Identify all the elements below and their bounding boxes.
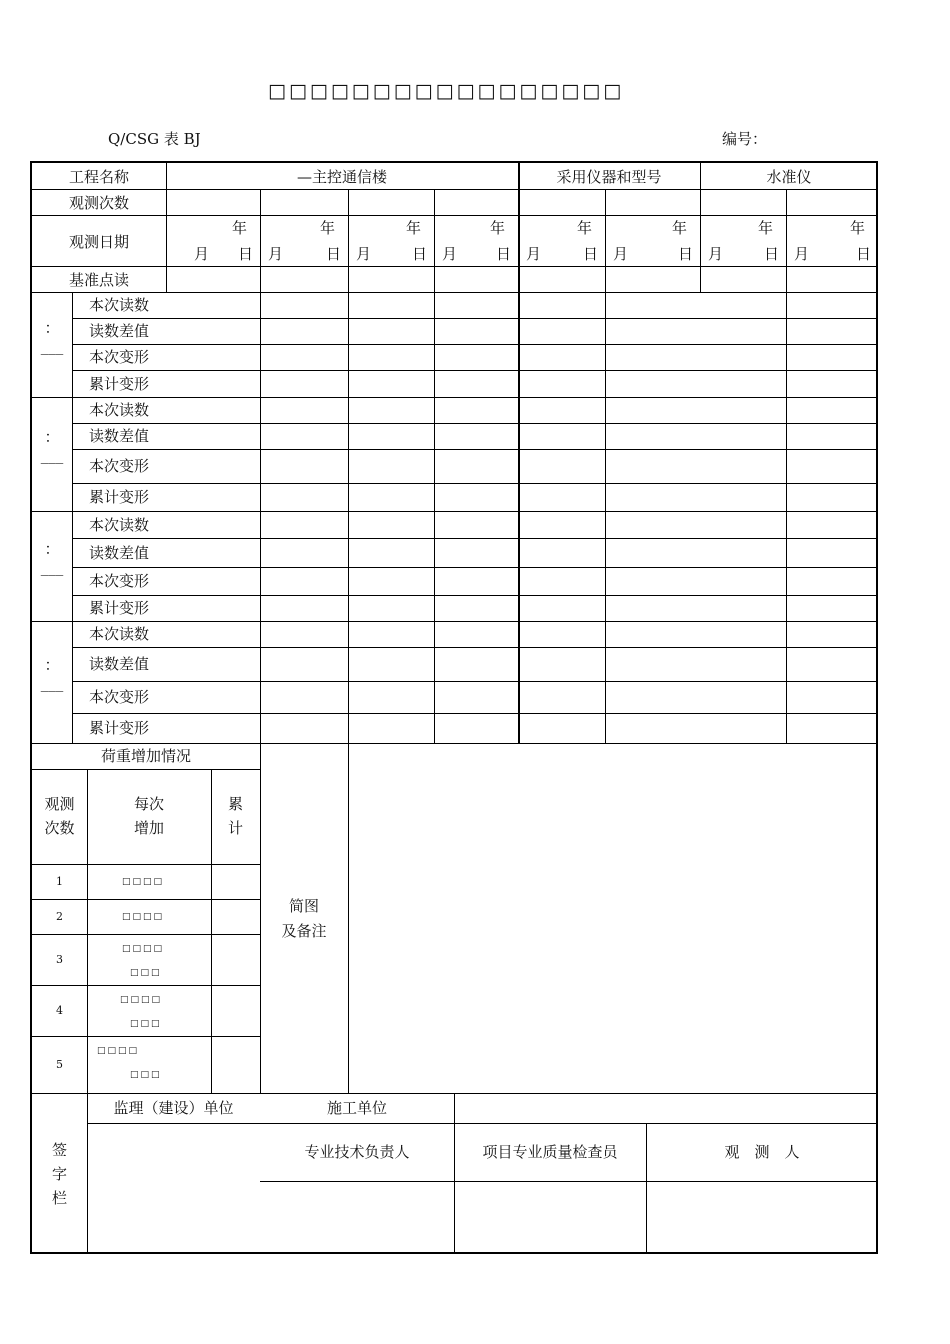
sign-char-2: 字	[51, 1165, 67, 1183]
instrument-label: 采用仪器和型号	[556, 168, 662, 186]
load-row-text: □□□□	[120, 995, 163, 1005]
point-marker: ：	[44, 656, 60, 674]
grid-line	[260, 1181, 878, 1182]
point-row-label: 累计变形	[88, 374, 149, 393]
form-number-label: 编号：	[722, 130, 768, 148]
load-col-each-2: 增加	[133, 819, 164, 837]
grid-line	[72, 449, 878, 450]
base-point-label: 基准点读	[68, 271, 129, 289]
tech-lead-signature-field[interactable]	[261, 1183, 453, 1254]
point-row-label: 读数差值	[88, 655, 149, 673]
date-year[interactable]: 年	[577, 219, 593, 237]
grid-line	[32, 934, 260, 935]
grid-line	[605, 189, 606, 743]
observation-date-label: 观测日期	[68, 233, 129, 251]
point-row-label: 本次读数	[88, 515, 149, 534]
grid-line	[32, 266, 878, 267]
point-name-blank[interactable]: ___	[40, 336, 64, 355]
grid-line	[32, 864, 260, 865]
point-row-label: 本次读数	[88, 625, 149, 643]
date-day[interactable]: 日	[412, 245, 428, 263]
construction-unit-label: 施工单位	[326, 1099, 387, 1117]
point-row-label: 本次变形	[88, 688, 149, 706]
grid-line	[72, 423, 878, 424]
project-name-value[interactable]: —主控通信楼	[296, 168, 387, 186]
point-row-label: 本次变形	[88, 457, 149, 475]
settlement-observation-form	[30, 161, 878, 1254]
grid-line	[32, 985, 260, 986]
load-row-text: □□□	[130, 968, 162, 978]
date-day[interactable]: 日	[583, 245, 599, 263]
grid-line	[72, 595, 878, 596]
grid-line	[72, 344, 878, 345]
observer-signature-field[interactable]	[647, 1183, 878, 1254]
grid-line	[32, 292, 878, 293]
load-row-number: 3	[56, 952, 63, 966]
point-marker: ：	[44, 428, 60, 446]
load-col-count-2: 次数	[44, 819, 75, 837]
point-marker: ：	[44, 540, 60, 558]
grid-line	[72, 647, 878, 648]
point-marker: ：	[44, 318, 60, 337]
form-title: □□□□□□□□□□□□□□□□□	[268, 80, 625, 102]
load-row-text: □□□□	[122, 944, 165, 954]
load-row-number: 5	[56, 1057, 63, 1071]
observer-label: 观 测 人	[724, 1143, 800, 1161]
grid-line	[87, 769, 88, 1093]
date-day[interactable]: 日	[496, 245, 512, 263]
grid-line	[72, 567, 878, 568]
date-month[interactable]: 月	[194, 245, 210, 263]
date-month[interactable]: 月	[708, 245, 724, 263]
grid-line	[32, 1036, 260, 1037]
point-name-blank[interactable]: ___	[40, 446, 64, 464]
load-title: 荷重增加情况	[100, 747, 191, 765]
date-day[interactable]: 日	[238, 245, 254, 263]
date-year[interactable]: 年	[406, 219, 422, 237]
tech-lead-label: 专业技术负责人	[304, 1143, 410, 1161]
point-row-label: 读数差值	[88, 543, 149, 562]
load-col-each-1: 每次	[133, 795, 164, 813]
grid-line	[87, 1123, 878, 1124]
date-year[interactable]: 年	[758, 219, 774, 237]
instrument-value[interactable]: 水准仪	[766, 168, 812, 186]
date-month[interactable]: 月	[526, 245, 542, 263]
grid-line	[72, 681, 878, 682]
grid-line	[260, 189, 261, 1093]
date-month[interactable]: 月	[356, 245, 372, 263]
point-row-label: 读数差值	[88, 427, 149, 445]
point-row-label: 本次变形	[88, 572, 149, 590]
grid-line	[72, 538, 878, 539]
sketch-area[interactable]	[349, 743, 878, 1093]
load-col-total-2: 计	[227, 819, 243, 837]
date-year[interactable]: 年	[320, 219, 336, 237]
supervision-signature-field[interactable]	[88, 1125, 260, 1254]
date-day[interactable]: 日	[856, 245, 872, 263]
point-row-label: 本次读数	[88, 296, 149, 314]
grid-line	[32, 769, 260, 770]
point-row-label: 读数差值	[88, 322, 149, 340]
grid-line	[518, 163, 520, 743]
date-year[interactable]: 年	[232, 219, 248, 237]
point-row-label: 累计变形	[88, 488, 149, 506]
sign-char-1: 签	[51, 1141, 67, 1159]
date-month[interactable]: 月	[794, 245, 810, 263]
grid-line	[72, 370, 878, 371]
load-row-number: 4	[56, 1003, 63, 1017]
sketch-label-1: 简图	[288, 897, 319, 915]
inspector-signature-field[interactable]	[455, 1183, 645, 1254]
load-row-text: □□□	[130, 1070, 162, 1080]
load-row-number: 1	[56, 874, 63, 888]
load-row-text: □□□□	[97, 1046, 140, 1056]
load-row-text: □□□□	[122, 876, 165, 887]
grid-line	[72, 483, 878, 484]
grid-line	[32, 1093, 878, 1094]
quality-inspector-label: 项目专业质量检查员	[482, 1143, 618, 1161]
sign-char-3: 栏	[51, 1189, 67, 1207]
date-year[interactable]: 年	[850, 219, 866, 237]
grid-line	[32, 215, 878, 216]
load-row-text: □□□	[130, 1019, 162, 1029]
date-month[interactable]: 月	[613, 245, 629, 263]
date-month[interactable]: 月	[268, 245, 284, 263]
date-year[interactable]: 年	[672, 219, 688, 237]
grid-line	[211, 769, 212, 1093]
point-row-label: 本次变形	[88, 348, 149, 366]
form-code: Q/CSG 表 BJ	[108, 130, 201, 148]
point-row-label: 本次读数	[88, 401, 149, 419]
grid-line	[72, 318, 878, 319]
sketch-label-2: 及备注	[281, 922, 327, 940]
date-month[interactable]: 月	[442, 245, 458, 263]
grid-line	[348, 189, 349, 743]
grid-line	[434, 189, 435, 743]
grid-line	[32, 511, 878, 512]
supervision-unit-label: 监理（建设）单位	[113, 1099, 234, 1117]
date-day[interactable]: 日	[326, 245, 342, 263]
point-name-blank[interactable]: ___	[40, 674, 64, 692]
grid-line	[32, 189, 878, 190]
date-day[interactable]: 日	[678, 245, 694, 263]
date-year[interactable]: 年	[490, 219, 506, 237]
grid-line	[32, 621, 878, 622]
grid-line	[72, 713, 878, 714]
load-col-total-1: 累	[227, 795, 243, 813]
point-row-label: 累计变形	[88, 719, 149, 737]
grid-line	[32, 397, 878, 398]
load-row-number: 2	[56, 909, 63, 923]
project-name-label: 工程名称	[68, 168, 129, 186]
point-name-blank[interactable]: ___	[40, 558, 64, 576]
load-row-text: □□□□	[122, 911, 165, 922]
grid-line	[32, 899, 260, 900]
date-day[interactable]: 日	[764, 245, 780, 263]
observation-count-label: 观测次数	[68, 194, 129, 212]
point-row-label: 累计变形	[88, 599, 149, 617]
load-col-count-1: 观测	[44, 795, 75, 813]
grid-line	[786, 189, 787, 743]
